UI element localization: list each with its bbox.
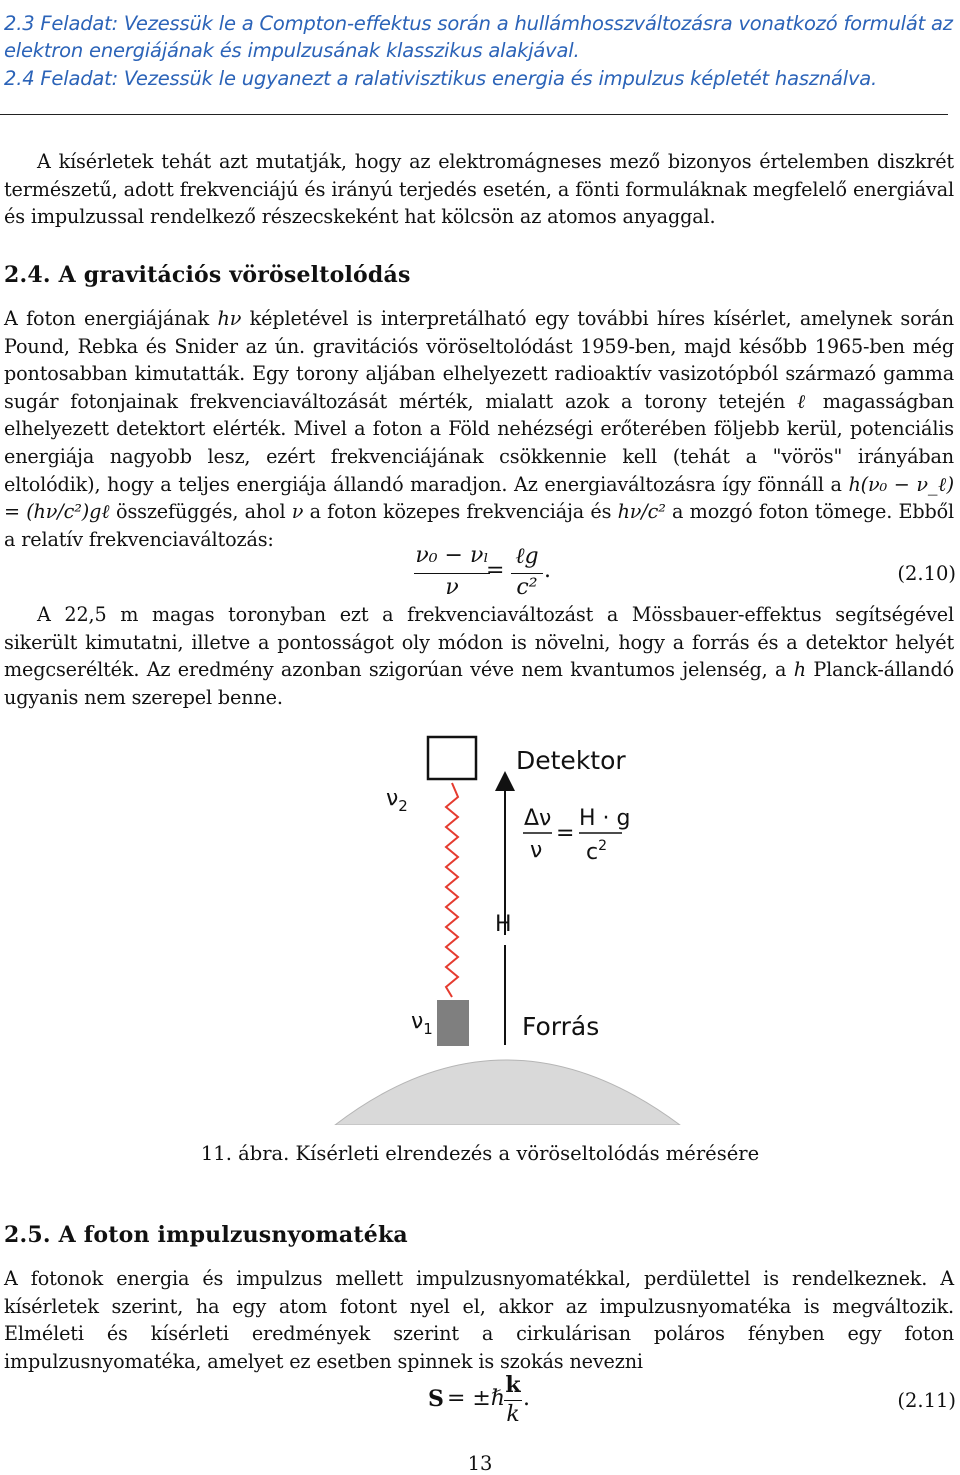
eq-2-10-period: . [544,558,551,583]
figure-caption: 11. ábra. Kísérleti elrendezés a vöröseltolódás mérésére [200,1142,760,1165]
math-hnu: hν [217,307,242,330]
eq-2-10-equals: = [486,558,505,583]
section-2-5-paragraph: A fotonok energia és impulzus mellett impulzusnyomatékkal, perdülettel is rendelkeznek. A kísérletek szerint, ha egy atom fotont nyel el, akkor az impulzusnyomatéka is megváltozik. Elméleti és kísérleti eredmények szerint a cirkulárisan poláros fényben egy foton impulzusnyomatéka, amelyet ez esetben spinnek is szokás nevezni [4,1267,954,1373]
text-run: a foton közepes frekvenciája és [303,500,618,524]
height-label: H [495,912,512,937]
eq-2-11-bar [504,1400,522,1401]
math-nu: ν [291,500,304,524]
math-ell: ℓ [797,389,811,413]
math-energy-change: h(ν₀ − ν_ℓ) = (hν/c²)gℓ [4,472,954,524]
nu2-label: $\nu_2$ [386,786,408,815]
detector-box [428,737,476,779]
task-2-3-line2: elektron energiájának és impulzusának klasszikus alakjával. [4,39,580,62]
page-number: 13 [467,1452,493,1475]
task-2-4-line1: 2.4 Feladat: Vezessük le ugyanezt a ralativisztikus energia és impulzus képletét használva. [4,67,878,90]
eq-2-10-lhs-num: ν₀ − νₗ [415,543,489,568]
eq-2-10-rhs-bar [511,573,543,574]
eq-2-11-num: k [505,1372,521,1398]
text-run: A 22,5 m magas toronyban ezt a frekvenciaváltozást a Mössbauer-effektus segítségével sikerült kimutatni, illetve a pontosságot oly módon is növelni, hogy a forrás és a detektor helyét megcserélték. Az eredmény azonban szigorúan véve nem kvantumos jelenség, a [4,603,954,682]
section-2-4-title: 2.4. A gravitációs vöröseltolódás [4,262,411,288]
text-run: magasságban elhelyezett detektort elérték. Mivel a foton a Föld nehézségi erőterében följebb kerül, potenciális energiája nagyobb lesz, ezért frekvenciájának csökkennie kell (tehát a "vörös" irányában eltolódik), hogy a teljes energiája állandó maradjon. Az energiaváltozásra így fönnáll a [4,389,954,496]
eq-2-11-period: . [523,1386,530,1411]
eq-2-11-lhs: S [428,1386,444,1412]
detector-label: Detektor [516,746,626,775]
earth-dome [335,1060,680,1125]
task-2-3-line1: 2.3 Feladat: Vezessük le a Compton-effektus során a hullámhosszváltozásra vonatkozó formulát az [4,12,953,35]
separator-rule [0,114,948,115]
source-block [437,1000,469,1046]
formula-nu: ν [530,838,543,863]
text-run: összefüggés, ahol [109,500,292,524]
eq-2-10-lhs-den: ν [445,575,459,600]
task-2-3 [4,10,956,64]
text-run: a mozgó foton tömege. Ebből a relatív frekvenciaváltozás: [4,500,955,551]
text-run: képletével is interpretálható egy további híres kísérlet, amelynek során Pound, Rebka és Snider az ún. gravitációs vöröseltolódást 1959-ben, majd később 1965-ben még pontosabban kimutatták. Egy torony aljában elhelyezett radioaktív vasizotópból származó gamma sugár fotonjainak frekvenciaváltozását mérték, mialatt azok a torony tetején [4,307,954,413]
formula-equals: = [556,821,575,846]
eq-2-11-eq: = ±ℏ [447,1386,506,1411]
text-run: A foton energiájának [4,307,218,330]
section-2-5-title: 2.5. A foton impulzusnyomatéka [4,1222,408,1248]
intro-paragraph: A kísérletek tehát azt mutatják, hogy az elektromágneses mező bizonyos értelemben diszkrét természetű, adott frekvenciájú és irányú terjedés esetén, a fönti formuláknak megfelelő energiával és impulzussal rendelkező részecskeként hat kölcsön az atomos anyaggal. [4,150,954,229]
formula-delta-nu: Δν [524,806,552,831]
eq-2-11-number: (2.11) [897,1389,956,1412]
formula-hg: H · g [579,806,631,831]
text-run: Planck-állandó ugyanis nem szerepel benne. [4,658,954,709]
eq-2-10-rhs-num: ℓg [515,544,539,569]
section-2-4-paragraph2 [4,601,954,711]
photon-wave [446,783,458,997]
eq-2-10-lhs-bar [414,573,490,574]
source-label: Forrás [522,1012,600,1041]
eq-2-10-number: (2.10) [897,562,956,585]
formula-c2: $c^2$ [586,838,608,865]
equation-2-10 [0,543,960,603]
section-2-4-paragraph [4,305,954,553]
task-2-4 [4,65,956,92]
math-h: h [793,658,806,682]
eq-2-11-den: k [506,1402,520,1427]
eq-2-10-rhs-den: c² [516,575,538,600]
equation-2-11 [0,1372,960,1432]
nu1-label: $\nu_1$ [411,1009,433,1038]
figure-redshift-setup [300,725,770,1125]
math-photon-mass: hν/c² [617,500,666,524]
